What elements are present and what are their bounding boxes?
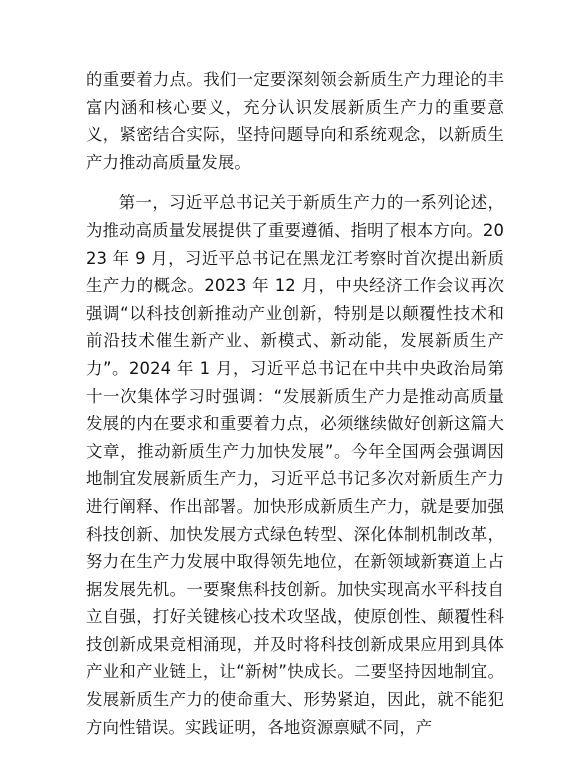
document-page [86, 66, 504, 741]
paragraph-1: 的重要着力点。我们一定要深刻领会新质生产力理论的丰富内涵和核心要义，充分认识发展新质生产力的重要意义，紧密结合实际，坚持问题导向和系统观念，以新质生产力推动高质量发展。 [86, 70, 504, 172]
paragraph-2: 第一，习近平总书记关于新质生产力的一系列论述，为推动高质量发展提供了重要遵循、指明了根本方向。2023 年 9 月，习近平总书记在黑龙江考察时首次提出新质生产力的概念。2023 年 12 月，中央经济工作会议再次强调“以科技创新推动产业创新，特别是以颠覆性技术和前沿技术催生新产业、新模式、新动能，发展新质生产力”。2024 年 1 月，习近平总书记在中共中央政治局第十一次集体学习时强调：“发展新质生产力是推动高质量发展的内在要求和重要着力点，必须继续做好创新这篇大文章，推动新质生产力加快发展”。今年全国两会强调因地制宜发展新质生产力，习近平总书记多次对新质生产力进行阐释、作出部署。加快形成新质生产力，就是要加强科技创新、加快发展方式绿色转型、深化体制机制改革，努力在生产力发展中取得领先地位，在新领域新赛道上占据发展先机。一要聚焦科技创新。加快实现高水平科技自立自强，打好关键核心技术攻坚战，使原创性、颠覆性科技创新成果竞相涌现，并及时将科技创新成果应用到具体产业和产业链上，让“新树”快成长。二要坚持因地制宜。发展新质生产力的使命重大、形势紧迫，因此，就不能犯方向性错误。实践证明，各地资源禀赋不同，产 [86, 193, 504, 737]
